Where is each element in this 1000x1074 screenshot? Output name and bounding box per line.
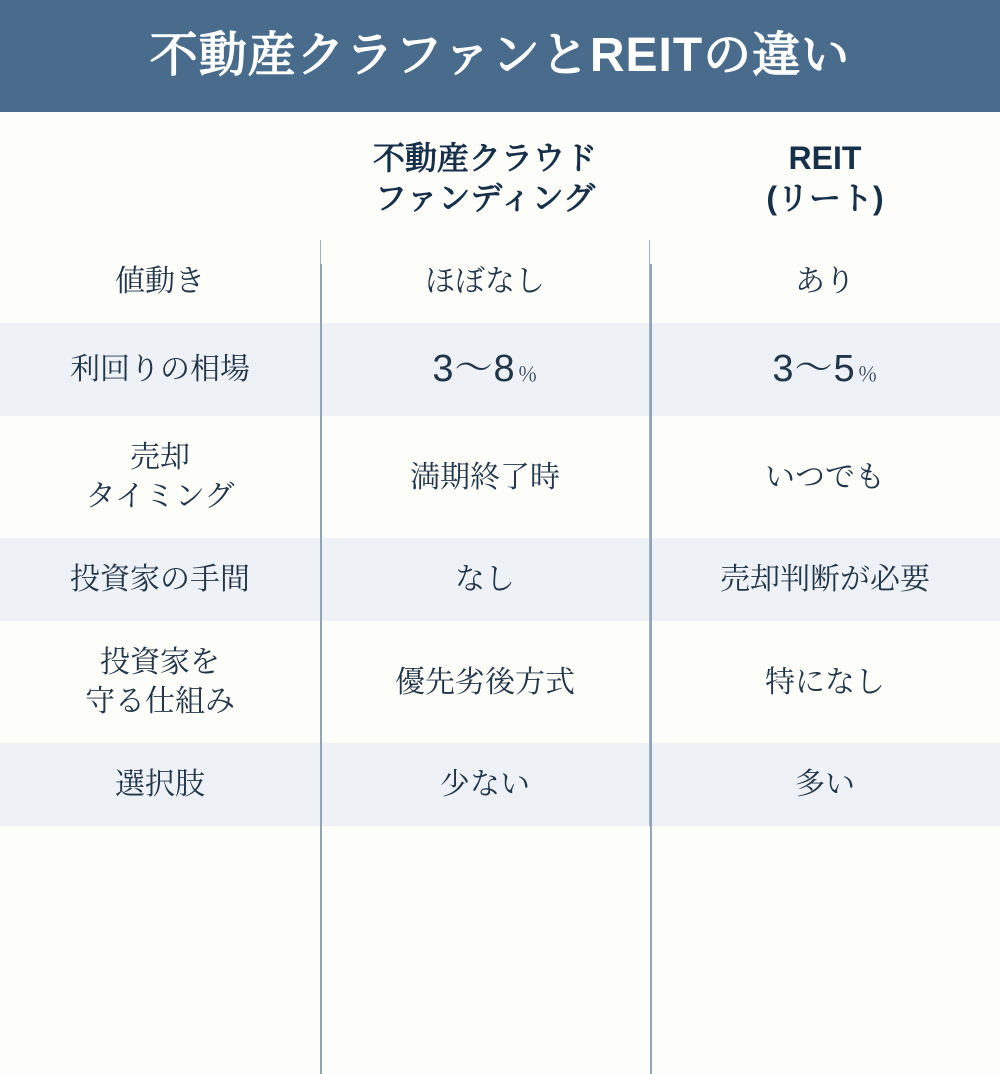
cell-crowdfunding-yield-unit: ％ (517, 364, 538, 386)
row-label-investor-protection (0, 621, 320, 743)
cell-crowdfunding-yield (320, 323, 650, 416)
row-label-options: 選択肢 (0, 743, 320, 826)
header-reit-line2: (リート) (766, 180, 884, 216)
title-bar (0, 0, 1000, 112)
row-label-sell-timing-line2: タイミング (85, 480, 235, 514)
header-crowdfunding-line1: 不動産クラウド (372, 140, 597, 176)
column-divider-2 (650, 264, 652, 1074)
table-row (0, 538, 1000, 621)
cell-reit-yield (650, 323, 1000, 416)
header-crowdfunding-line2: ファンディング (374, 180, 596, 216)
header-row (0, 112, 1000, 240)
table-row (0, 240, 1000, 323)
comparison-table-wrapper (0, 112, 1000, 1000)
row-label-yield: 利回りの相場 (0, 323, 320, 416)
header-cell-reit (650, 112, 1000, 240)
table-header (0, 112, 1000, 240)
table-row (0, 743, 1000, 826)
cell-crowdfunding-options: 少ない (320, 743, 650, 826)
cell-crowdfunding-price-movement: ほぼなし (320, 240, 650, 323)
cell-reit-yield-value: 3〜5 (772, 348, 856, 390)
row-label-sell-timing-line1: 売却 (130, 441, 190, 475)
row-label-investor-effort: 投資家の手間 (0, 538, 320, 621)
table-row (0, 416, 1000, 538)
cell-reit-options: 多い (650, 743, 1000, 826)
row-label-sell-timing (0, 416, 320, 538)
column-divider-1 (320, 264, 322, 1074)
comparison-table (0, 112, 1000, 826)
cell-reit-investor-effort: 売却判断が必要 (650, 538, 1000, 621)
header-cell-crowdfunding (320, 112, 650, 240)
header-reit-line1: REIT (788, 140, 862, 176)
header-cell-blank (0, 112, 320, 240)
row-label-investor-protection-line1: 投資家を (100, 646, 220, 680)
table-row (0, 323, 1000, 416)
table-row (0, 621, 1000, 743)
table-body (0, 240, 1000, 826)
cell-reit-price-movement: あり (795, 265, 855, 298)
cell-crowdfunding-investor-protection: 優先劣後方式 (320, 621, 650, 743)
cell-crowdfunding-sell-timing: 満期終了時 (320, 416, 650, 538)
cell-reit-sell-timing: いつでも (765, 460, 885, 494)
page-title: 不動産クラファンとREITの違い (149, 28, 851, 82)
cell-crowdfunding-investor-effort: なし (320, 538, 650, 621)
cell-crowdfunding-yield-value: 3〜8 (432, 348, 516, 390)
cell-reit-yield-unit: ％ (857, 364, 878, 386)
cell-reit-investor-protection: 特になし (765, 665, 885, 699)
row-label-price-movement: 値動き (115, 265, 205, 298)
row-label-investor-protection-line2: 守る仕組み (85, 685, 235, 719)
